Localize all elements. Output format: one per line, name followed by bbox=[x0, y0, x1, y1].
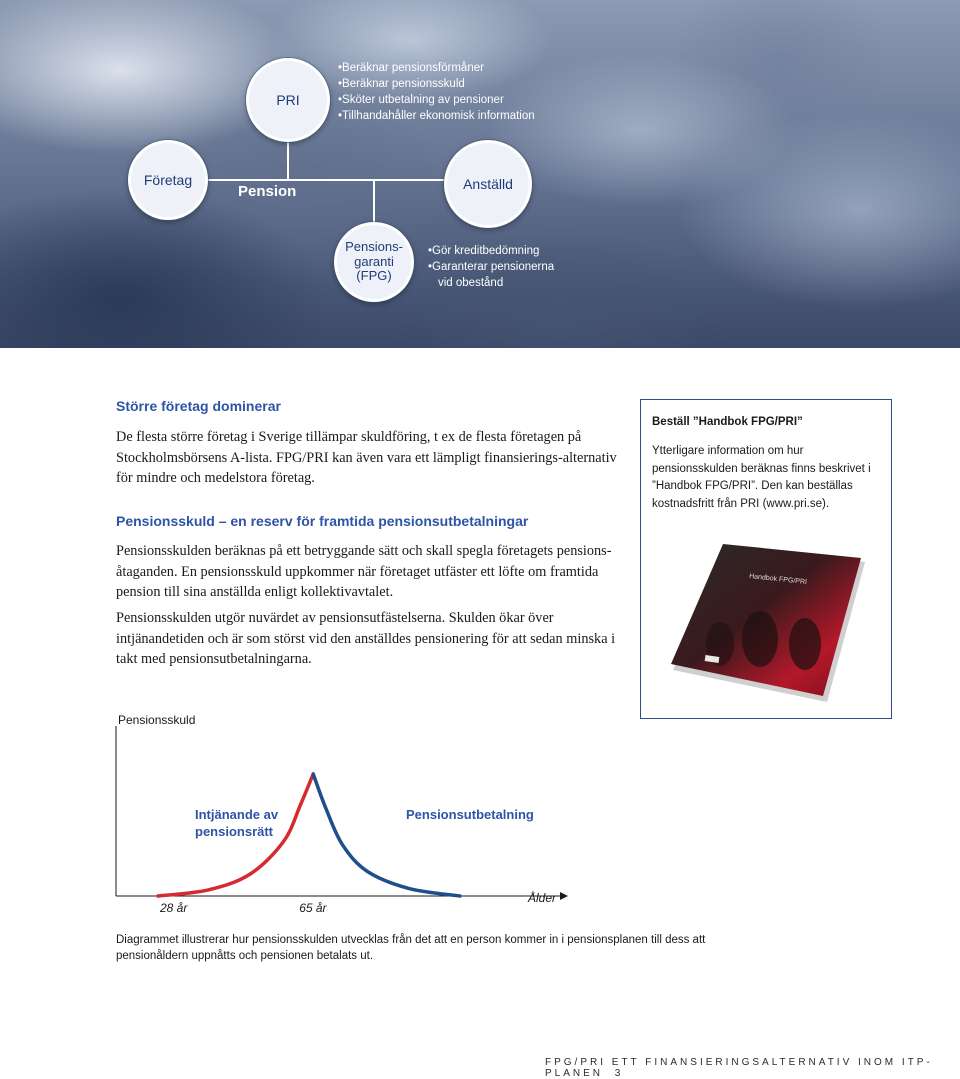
x-axis-arrow bbox=[560, 892, 568, 900]
fpg-bullet-continuation: vid obestånd bbox=[438, 277, 504, 289]
paragraph-1: De flesta större företag i Sverige tillämpar skuldföring, t ex de flesta företagen på Stockholmsbörsens A-lista. FPG/PRI kan även vara ett lämpligt finansierings-alternativ för mindre och medelstora företag. bbox=[116, 429, 617, 486]
pri-bullet: • Tillhandahåller ekonomisk information bbox=[338, 108, 535, 124]
hero-illustration bbox=[0, 0, 960, 348]
book-silhouette bbox=[742, 611, 778, 667]
pensionsskuld-chart bbox=[0, 700, 960, 930]
page-number: 3 bbox=[614, 1068, 624, 1079]
node-foretag bbox=[128, 140, 208, 220]
annotation-intjanande-line1: Intjänande av bbox=[195, 807, 279, 822]
fpg-bullet: • Gör kreditbedömning bbox=[428, 243, 554, 259]
paragraph-2: Pensionsskulden beräknas på ett betryggande sätt och skall spegla företagets pensions-åtaganden. En pensionsskuld uppkommer när företaget utfäster ett löfte om framtida pension till sina anställda enligt kollektivavtalet. bbox=[116, 543, 612, 600]
x-axis-label: Ålder bbox=[528, 891, 557, 905]
fpg-bullet-list bbox=[428, 243, 554, 291]
book-title-text: Handbok FPG/PRI bbox=[748, 573, 808, 587]
node-foretag-label: Företag bbox=[143, 171, 193, 188]
node-fpg-label-line: (FPG) bbox=[356, 268, 392, 284]
node-fpg-label-line: Pensions- bbox=[345, 238, 403, 254]
book-silhouette bbox=[789, 618, 821, 670]
fpg-bullet: • Garanterar pensionerna bbox=[428, 259, 554, 275]
order-handbook-box bbox=[640, 399, 892, 719]
pension-label: Pension bbox=[238, 183, 297, 200]
node-fpg bbox=[334, 222, 414, 302]
y-axis-label: Pensionsskuld bbox=[118, 713, 196, 727]
node-anstalld-label: Anställd bbox=[463, 175, 513, 192]
node-fpg-label-line: garanti bbox=[354, 253, 394, 269]
node-pri-label: PRI bbox=[276, 91, 300, 108]
handbook-cover-image bbox=[665, 544, 865, 704]
order-box-title: Beställ ”Handbok FPG/PRI” bbox=[652, 416, 803, 428]
order-box-text: Ytterligare information om hur pensionsskulden beräknas finns beskrivet i ”Handbok FPG/PRI”. Den kan beställas kostnadsfritt från PRI (www.pri.se). bbox=[652, 445, 871, 510]
node-fpg-label bbox=[345, 240, 403, 285]
x-tick-label: 65 år bbox=[299, 901, 327, 915]
series-line-pensionsutbetalning bbox=[313, 774, 460, 896]
page-footer bbox=[545, 1057, 960, 1079]
pri-bullet: • Beräknar pensionsskuld bbox=[338, 76, 535, 92]
pri-bullet: • Sköter utbetalning av pensioner bbox=[338, 92, 535, 108]
footer-text: FPG/PRI ETT FINANSIERINGSALTERNATIV INOM ITP-PLANEN bbox=[545, 1057, 933, 1079]
paragraph-3: Pensionsskulden utgör nuvärdet av pensionsutfästelserna. Skulden ökar över intjänandetiden och är som störst vid den anställdes pensionering för att sedan minska i takt med pensionsutbetalningarna. bbox=[116, 610, 616, 667]
pri-bullet-list bbox=[338, 60, 535, 124]
chart-caption: Diagrammet illustrerar hur pensionsskulden utvecklas från det att en person kommer in i pensionsplanen till dess att pensionåldern uppnåtts och pensionen betalats ut. bbox=[116, 934, 706, 962]
node-pri bbox=[246, 58, 330, 142]
heading-pensionsskuld: Pensionsskuld – en reserv för framtida pensionsutbetalningar bbox=[116, 513, 529, 529]
x-tick-label: 28 år bbox=[160, 901, 188, 915]
annotation-intjanande-line2: pensionsrätt bbox=[195, 824, 274, 839]
pri-bullet: • Beräknar pensionsförmåner bbox=[338, 60, 535, 76]
heading-storre-foretag: Större företag dominerar bbox=[116, 398, 281, 414]
annotation-pensionsutbetalning: Pensionsutbetalning bbox=[406, 807, 534, 822]
node-anstalld bbox=[444, 140, 532, 228]
